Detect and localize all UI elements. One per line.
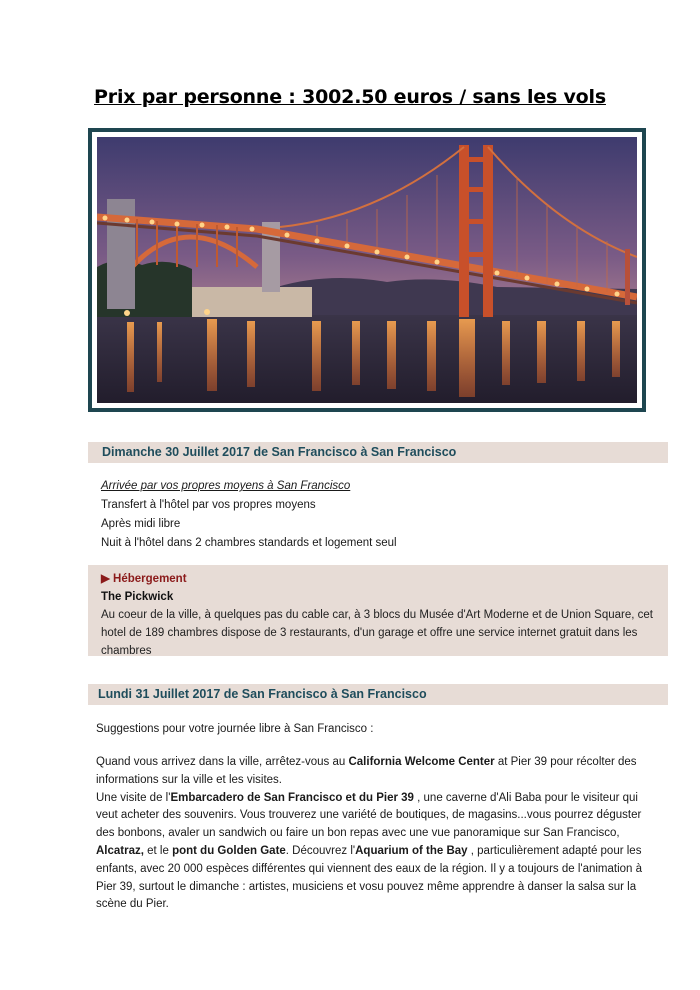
- text-run: , une caverne d'Ali Baba pour le visiteur qui veut acheter des souvenirs. Vous trouverez une variété de boutiques, de magasins...vous pourrez déguster des bonbons, avaler un sandwich ou faire un bon repas avec une vue panoramique sur San Francisco,: [96, 791, 642, 840]
- day1-item-afternoon: Après midi libre: [101, 518, 181, 530]
- day1-item-transfer: Transfert à l'hôtel par vos propres moyens: [101, 499, 316, 511]
- day1-itinerary: [101, 477, 397, 553]
- golden-gate-bridge-image: [97, 137, 637, 403]
- text-run: , particulièrement adapté pour les enfants, avec 20 000 espèces différentes qui viennent des eaux de la région. Il y a toujours de l'animation à Pier 39, surtout le dimanche : artistes, musiciens et vosu pouvez même apprendre à danser la salsa sur la scène du Pier.: [96, 844, 643, 911]
- embarcadero-name: Embarcadero de San Francisco et du Pier 39: [170, 791, 414, 804]
- golden-gate-photo: [88, 128, 646, 412]
- lodging-heading-label: Hébergement: [113, 573, 187, 585]
- hotel-name: The Pickwick: [101, 591, 174, 603]
- day1-item-arrival: Arrivée par vos propres moyens à San Francisco: [101, 480, 351, 492]
- day2-title-bar: Lundi 31 Juillet 2017 de San Francisco à San Francisco: [88, 684, 668, 705]
- text-run: Quand vous arrivez dans la ville, arrêtez-vous au: [96, 756, 349, 768]
- day2-intro: Suggestions pour votre journée libre à San Francisco :: [96, 723, 374, 735]
- day2-body: [96, 754, 656, 914]
- text-run: et le: [143, 844, 173, 857]
- hotel-description: Au coeur de la ville, à quelques pas du cable car, à 3 blocs du Musée d'Art Moderne et de Union Square, cet hotel de 189 chambres dispose de 3 restaurants, d'un garage et offre une service internet gratuit dans les chambres: [101, 609, 653, 657]
- day2-paragraph-2: [96, 790, 656, 915]
- text-run: Une visite de l': [96, 791, 171, 804]
- triangle-right-icon: ▶: [101, 573, 114, 585]
- day1-title-bar: Dimanche 30 Juillet 2017 de San Francisco à San Francisco: [88, 442, 668, 463]
- day2-paragraph-1: [96, 754, 656, 790]
- price-title: Prix par personne : 3002.50 euros / sans les vols: [94, 86, 606, 108]
- aquarium-name: Aquarium of the Bay: [355, 844, 468, 857]
- lodging-heading: [101, 570, 656, 588]
- golden-gate-name: pont du Golden Gate: [172, 844, 286, 857]
- text-run: at Pier 39 pour récolter des informations sur la ville et les visites.: [96, 756, 637, 786]
- day1-item-night: Nuit à l'hôtel dans 2 chambres standards et logement seul: [101, 537, 397, 549]
- text-run: . Découvrez l': [285, 844, 356, 857]
- welcome-center-name: California Welcome Center: [348, 756, 495, 768]
- alcatraz-name: Alcatraz,: [96, 844, 144, 857]
- lodging-box: [88, 565, 668, 656]
